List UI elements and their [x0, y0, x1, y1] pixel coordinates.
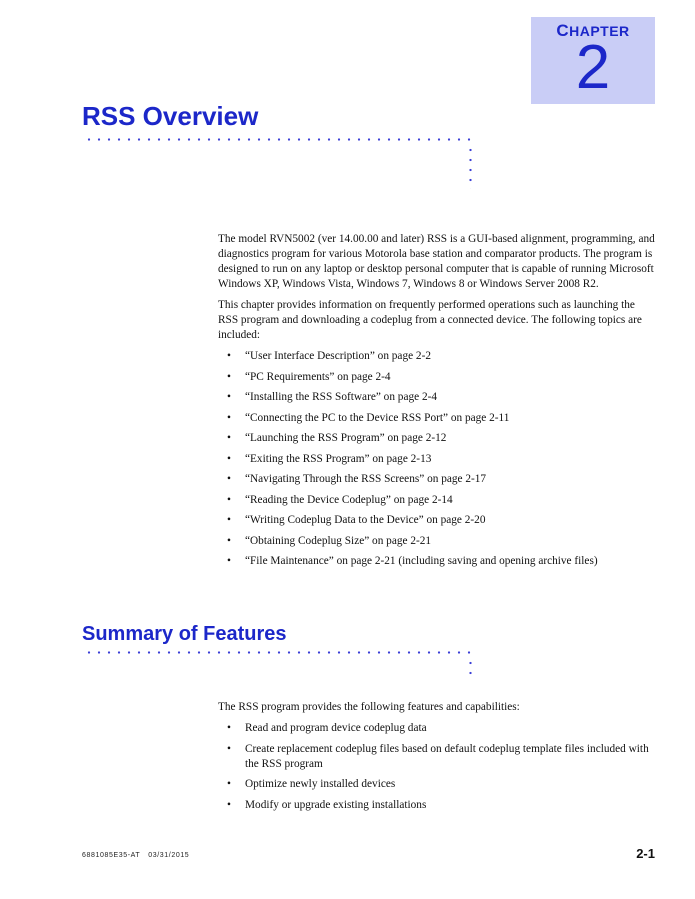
footer-doc-info [82, 852, 189, 859]
paragraph: The RSS program provides the following features and capabilities: [218, 701, 520, 713]
list-item: • “Installing the RSS Software” on page 2-4 [218, 390, 656, 405]
page-number: 2-1 [636, 846, 655, 861]
list-item: • “Connecting the PC to the Device RSS Port” on page 2-11 [218, 411, 656, 426]
feature-list [218, 721, 656, 813]
section-body-summary-of-features [218, 700, 656, 818]
chapter-badge [531, 17, 655, 104]
chapter-label: CHAPTER [556, 21, 630, 40]
list-item: • “Reading the Device Codeplug” on page 2-14 [218, 493, 656, 508]
doc-number: 6881085E35-AT [82, 852, 141, 859]
paragraph: The model RVN5002 (ver 14.00.00 and later) RSS is a GUI-based alignment, programming, and diagnostics program for various Motorola base station and comparator products. The program is designed to run on any laptop or desktop personal computer that is capable of running Microsoft Windows XP, Windows Vista, Windows 7, Windows 8 or Windows Server 2008 R2. [218, 233, 655, 290]
section-body-rss-overview [218, 232, 656, 575]
paragraph: This chapter provides information on frequently performed operations such as launching the RSS program and downloading a codeplug from a connected device. The following topics are included: [218, 299, 642, 341]
list-item: • “File Maintenance” on page 2-21 (including saving and opening archive files) [218, 554, 656, 569]
list-item: • “Exiting the RSS Program” on page 2-13 [218, 452, 656, 467]
dotted-rule [84, 138, 474, 141]
doc-date: 03/31/2015 [148, 852, 190, 859]
list-item: • Create replacement codeplug files based on default codeplug template files included with the RSS program [218, 742, 656, 772]
section-title-rss-overview: RSS Overview [82, 101, 259, 131]
list-item: • “Navigating Through the RSS Screens” on page 2-17 [218, 472, 656, 487]
list-item: • Optimize newly installed devices [218, 777, 656, 792]
list-item: • “Obtaining Codeplug Size” on page 2-21 [218, 534, 656, 549]
dotted-rule-vertical [469, 145, 472, 189]
list-item: • “Launching the RSS Program” on page 2-12 [218, 431, 656, 446]
dotted-rule [84, 651, 474, 654]
list-item: • “Writing Codeplug Data to the Device” on page 2-20 [218, 513, 656, 528]
list-item: • “User Interface Description” on page 2-2 [218, 349, 656, 364]
chapter-number: 2 [575, 33, 611, 102]
list-item: • Modify or upgrade existing installations [218, 798, 656, 813]
list-item: • Read and program device codeplug data [218, 721, 656, 736]
topic-list [218, 349, 656, 569]
list-item: • “PC Requirements” on page 2-4 [218, 370, 656, 385]
dotted-rule-vertical [469, 658, 472, 680]
section-title-summary-of-features: Summary of Features [82, 623, 287, 645]
